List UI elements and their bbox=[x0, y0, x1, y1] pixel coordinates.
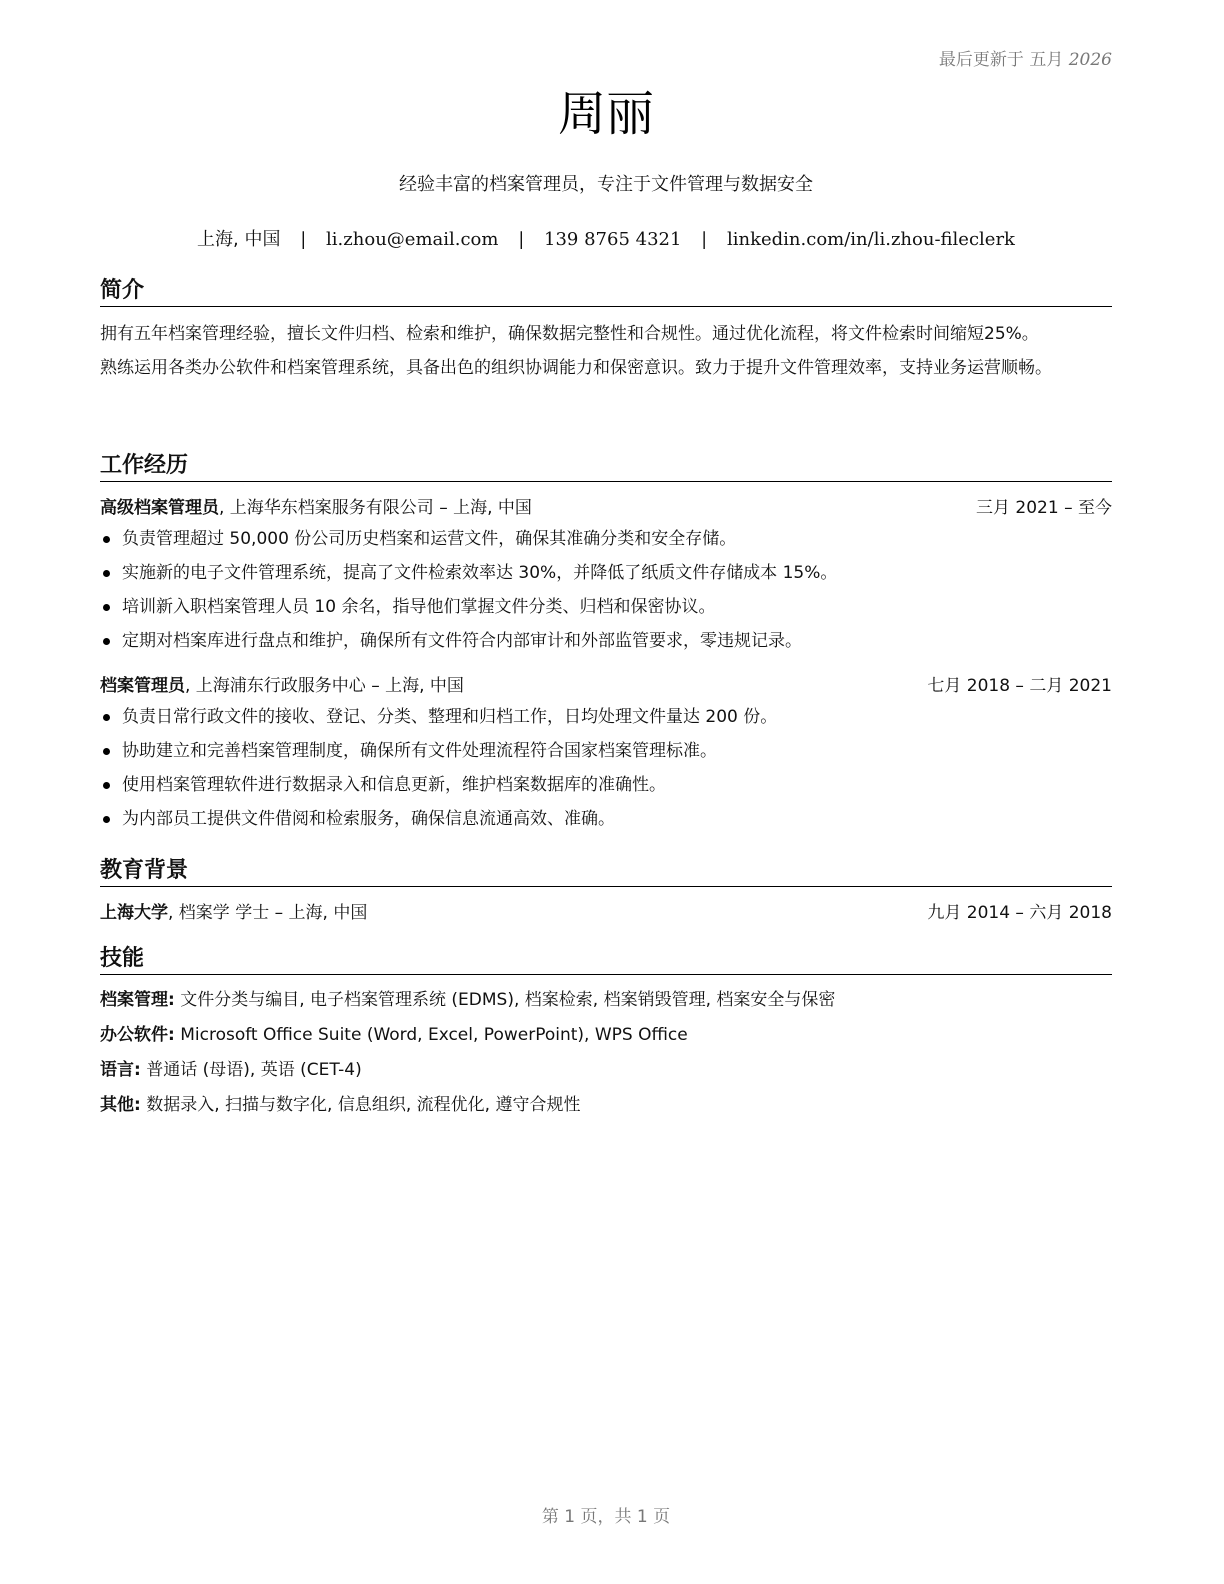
contact-separator: | bbox=[518, 229, 525, 250]
skills-section bbox=[100, 948, 1112, 1123]
contact-phone: 139 8765 4321 bbox=[544, 229, 682, 250]
job-bullet: 培训新入职档案管理人员 10 余名，指导他们掌握文件分类、归档和保密协议。 bbox=[100, 590, 1112, 624]
summary-section bbox=[100, 280, 1112, 382]
section-title-summary: 简介 bbox=[100, 280, 1112, 307]
bullet-dot-icon bbox=[103, 816, 110, 823]
summary-paragraph: 拥有五年档案管理经验，擅长文件归档、检索和维护，确保数据完整性和合规性。通过优化流程，将文件检索时间缩短25%。 bbox=[100, 324, 1039, 344]
education-school: 上海大学 bbox=[100, 903, 168, 923]
contact-separator: | bbox=[701, 229, 708, 250]
job-org: , 上海华东档案服务有限公司 – 上海, 中国 bbox=[219, 498, 532, 518]
education-dates: 九月 2014 – 六月 2018 bbox=[927, 903, 1112, 923]
contact-linkedin[interactable]: linkedin.com/in/li.zhou-fileclerk bbox=[726, 229, 1015, 250]
skills-list bbox=[100, 983, 1112, 1123]
skill-row: 其他: 数据录入, 扫描与数字化, 信息组织, 流程优化, 遵守合规性 bbox=[100, 1095, 581, 1115]
last-updated bbox=[939, 45, 1112, 70]
job-bullets bbox=[100, 522, 1112, 658]
job-dates: 七月 2018 – 二月 2021 bbox=[927, 676, 1112, 696]
job-header bbox=[100, 496, 1112, 520]
job-bullet: 使用档案管理软件进行数据录入和信息更新，维护档案数据库的准确性。 bbox=[100, 768, 1112, 802]
bullet-dot-icon bbox=[103, 604, 110, 611]
resume-page bbox=[100, 0, 1112, 1584]
page-footer: 第 1 页，共 1 页 bbox=[541, 1507, 671, 1527]
job-bullet: 为内部员工提供文件借阅和检索服务，确保信息流通高效、准确。 bbox=[100, 802, 1112, 836]
job-dates: 三月 2021 – 至今 bbox=[976, 498, 1112, 518]
job-bullet: 负责日常行政文件的接收、登记、分类、整理和归档工作，日均处理文件量达 200 份。 bbox=[100, 700, 1112, 734]
job-bullet: 定期对档案库进行盘点和维护，确保所有文件符合内部审计和外部监管要求，零违规记录。 bbox=[100, 624, 1112, 658]
skill-row: 档案管理: 文件分类与编目, 电子档案管理系统 (EDMS), 档案检索, 档案销毁管理, 档案安全与保密 bbox=[100, 990, 836, 1010]
job-bullet: 实施新的电子文件管理系统，提高了文件检索效率达 30%，并降低了纸质文件存储成本 15%。 bbox=[100, 556, 1112, 590]
job-entry bbox=[100, 496, 1112, 658]
candidate-tagline: 经验丰富的档案管理员，专注于文件管理与数据安全 bbox=[399, 174, 813, 195]
candidate-name: 周丽 bbox=[557, 86, 654, 142]
contact-location: 上海, 中国 bbox=[197, 229, 281, 250]
last-updated-label: 最后更新于 五月 bbox=[938, 50, 1064, 70]
bullet-dot-icon bbox=[103, 638, 110, 645]
experience-section bbox=[100, 455, 1112, 836]
skill-row: 办公软件: Microsoft Office Suite (Word, Excel, PowerPoint), WPS Office bbox=[100, 1025, 688, 1045]
education-entry bbox=[100, 901, 1112, 925]
job-entry bbox=[100, 674, 1112, 836]
bullet-dot-icon bbox=[103, 570, 110, 577]
section-title-skills: 技能 bbox=[100, 948, 1112, 975]
summary-paragraph: 熟练运用各类办公软件和档案管理系统，具备出色的组织协调能力和保密意识。致力于提升文件管理效率，支持业务运营顺畅。 bbox=[100, 358, 1052, 378]
bullet-dot-icon bbox=[103, 536, 110, 543]
section-title-education: 教育背景 bbox=[100, 860, 1112, 887]
job-header bbox=[100, 674, 1112, 698]
job-role: 档案管理员 bbox=[100, 676, 185, 696]
last-updated-year: 2026 bbox=[1068, 50, 1112, 70]
contact-separator: | bbox=[300, 229, 307, 250]
education-detail: , 档案学 学士 – 上海, 中国 bbox=[168, 903, 368, 923]
job-bullets bbox=[100, 700, 1112, 836]
job-role: 高级档案管理员 bbox=[100, 498, 219, 518]
section-title-experience: 工作经历 bbox=[100, 455, 1112, 482]
job-org: , 上海浦东行政服务中心 – 上海, 中国 bbox=[185, 676, 464, 696]
bullet-dot-icon bbox=[103, 748, 110, 755]
job-bullet: 协助建立和完善档案管理制度，确保所有文件处理流程符合国家档案管理标准。 bbox=[100, 734, 1112, 768]
bullet-dot-icon bbox=[103, 714, 110, 721]
skill-row: 语言: 普通话 (母语), 英语 (CET-4) bbox=[100, 1060, 362, 1080]
contact-email[interactable]: li.zhou@email.com bbox=[326, 229, 499, 250]
contact-line bbox=[100, 225, 1112, 251]
education-section bbox=[100, 860, 1112, 925]
bullet-dot-icon bbox=[103, 782, 110, 789]
job-bullet: 负责管理超过 50,000 份公司历史档案和运营文件，确保其准确分类和安全存储。 bbox=[100, 522, 1112, 556]
